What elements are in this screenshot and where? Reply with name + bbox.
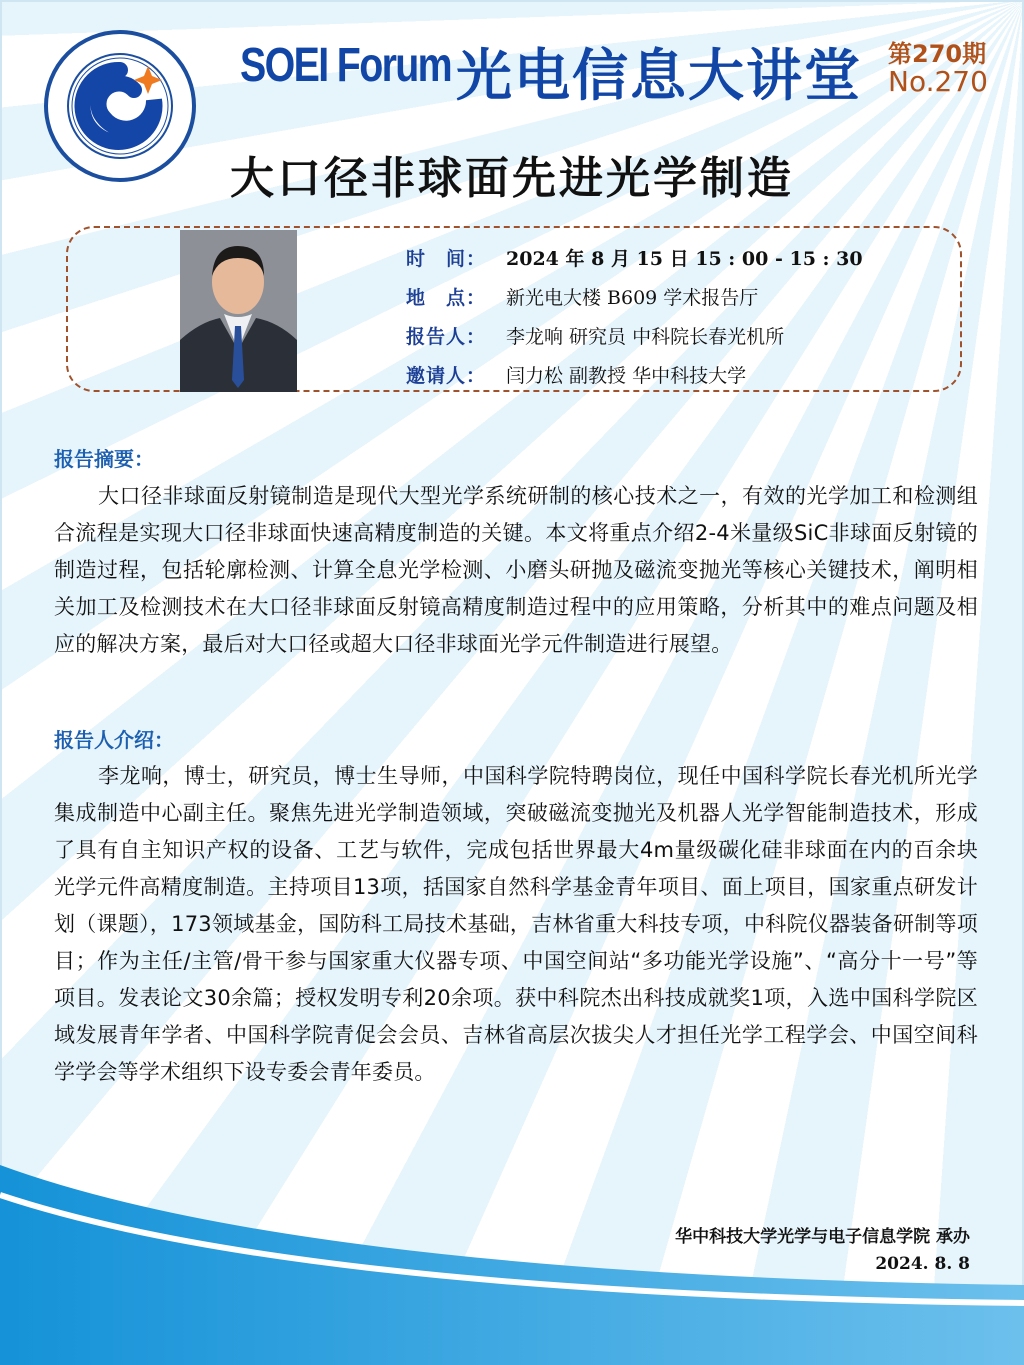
issue-number-en: No.270: [888, 65, 988, 99]
host-label: 邀请人：: [406, 365, 487, 387]
forum-name-cn: 光电信息大讲堂: [456, 44, 862, 109]
time-label: 时 间：: [406, 248, 487, 270]
speaker-label: 报告人：: [406, 326, 487, 348]
location-label: 地 点：: [406, 287, 487, 309]
info-row-time: [406, 238, 863, 277]
speaker-value: 李龙响 研究员 中科院长春光机所: [506, 326, 785, 348]
organizer: 华中科技大学光学与电子信息学院 承办: [675, 1227, 970, 1247]
info-row-location: [406, 277, 863, 316]
bio-text: 李龙响，博士，研究员，博士生导师，中国科学院特聘岗位，现任中国科学院长春光机所光学集成制造中心副主任。聚焦先进光学制造领域，突破磁流变抛光及机器人光学智能制造技术，形成了具有自主知识产权的设备、工艺与软件，完成包括世界最大4m量级碳化硅非球面在内的百余块光学元件高精度制造。主持项目13项，括国家自然科学基金青年项目、面上项目，国家重点研发计划（课题），173领域基金，国防科工局技术基础，吉林省重大科技专项，中科院仪器装备研制等项目；作为主任/主管/骨干参与国家重大仪器专项、中国空间站“多功能光学设施”、“高分十一号”等项目。发表论文30余篇；授权发明专利20余项。获中科院杰出科技成就奖1项，入选中国科学院区域发展青年学者、中国科学院青促会会员、吉林省高层次拔尖人才担任光学工程学会、中国空间科学学会等学术组织下设专委会青年委员。: [54, 764, 978, 1084]
bio-heading: 报告人介绍：: [54, 728, 174, 752]
info-row-host: [406, 355, 863, 394]
issue-number-cn: 第270期: [888, 40, 987, 68]
location-value: 新光电大楼 B609 学术报告厅: [506, 287, 759, 309]
talk-title: 大口径非球面先进光学制造: [230, 153, 794, 204]
issue-number: [888, 42, 988, 97]
abstract-heading: 报告摘要：: [54, 447, 154, 471]
bottom-wave-decoration: [0, 1145, 1024, 1365]
publish-date: 2024. 8. 8: [875, 1254, 970, 1274]
forum-name-en: SOEI Forum: [240, 39, 452, 92]
info-row-speaker: [406, 316, 863, 355]
time-value: 2024 年 8 月 15 日 15 : 00 - 15 : 30: [506, 248, 863, 270]
event-info: [406, 238, 863, 394]
host-value: 闫力松 副教授 华中科技大学: [506, 365, 747, 387]
abstract-text: 大口径非球面反射镜制造是现代大型光学系统研制的核心技术之一，有效的光学加工和检测组合流程是实现大口径非球面快速高精度制造的关键。本文将重点介绍2-4米量级SiC非球面反射镜的制造过程，包括轮廓检测、计算全息光学检测、小磨头研抛及磁流变抛光等核心关键技术，阐明相关加工及检测技术在大口径非球面反射镜高精度制造过程中的应用策略，分析其中的难点问题及相应的解决方案，最后对大口径或超大口径非球面光学元件制造进行展望。: [54, 484, 978, 656]
speaker-photo: [180, 230, 297, 392]
